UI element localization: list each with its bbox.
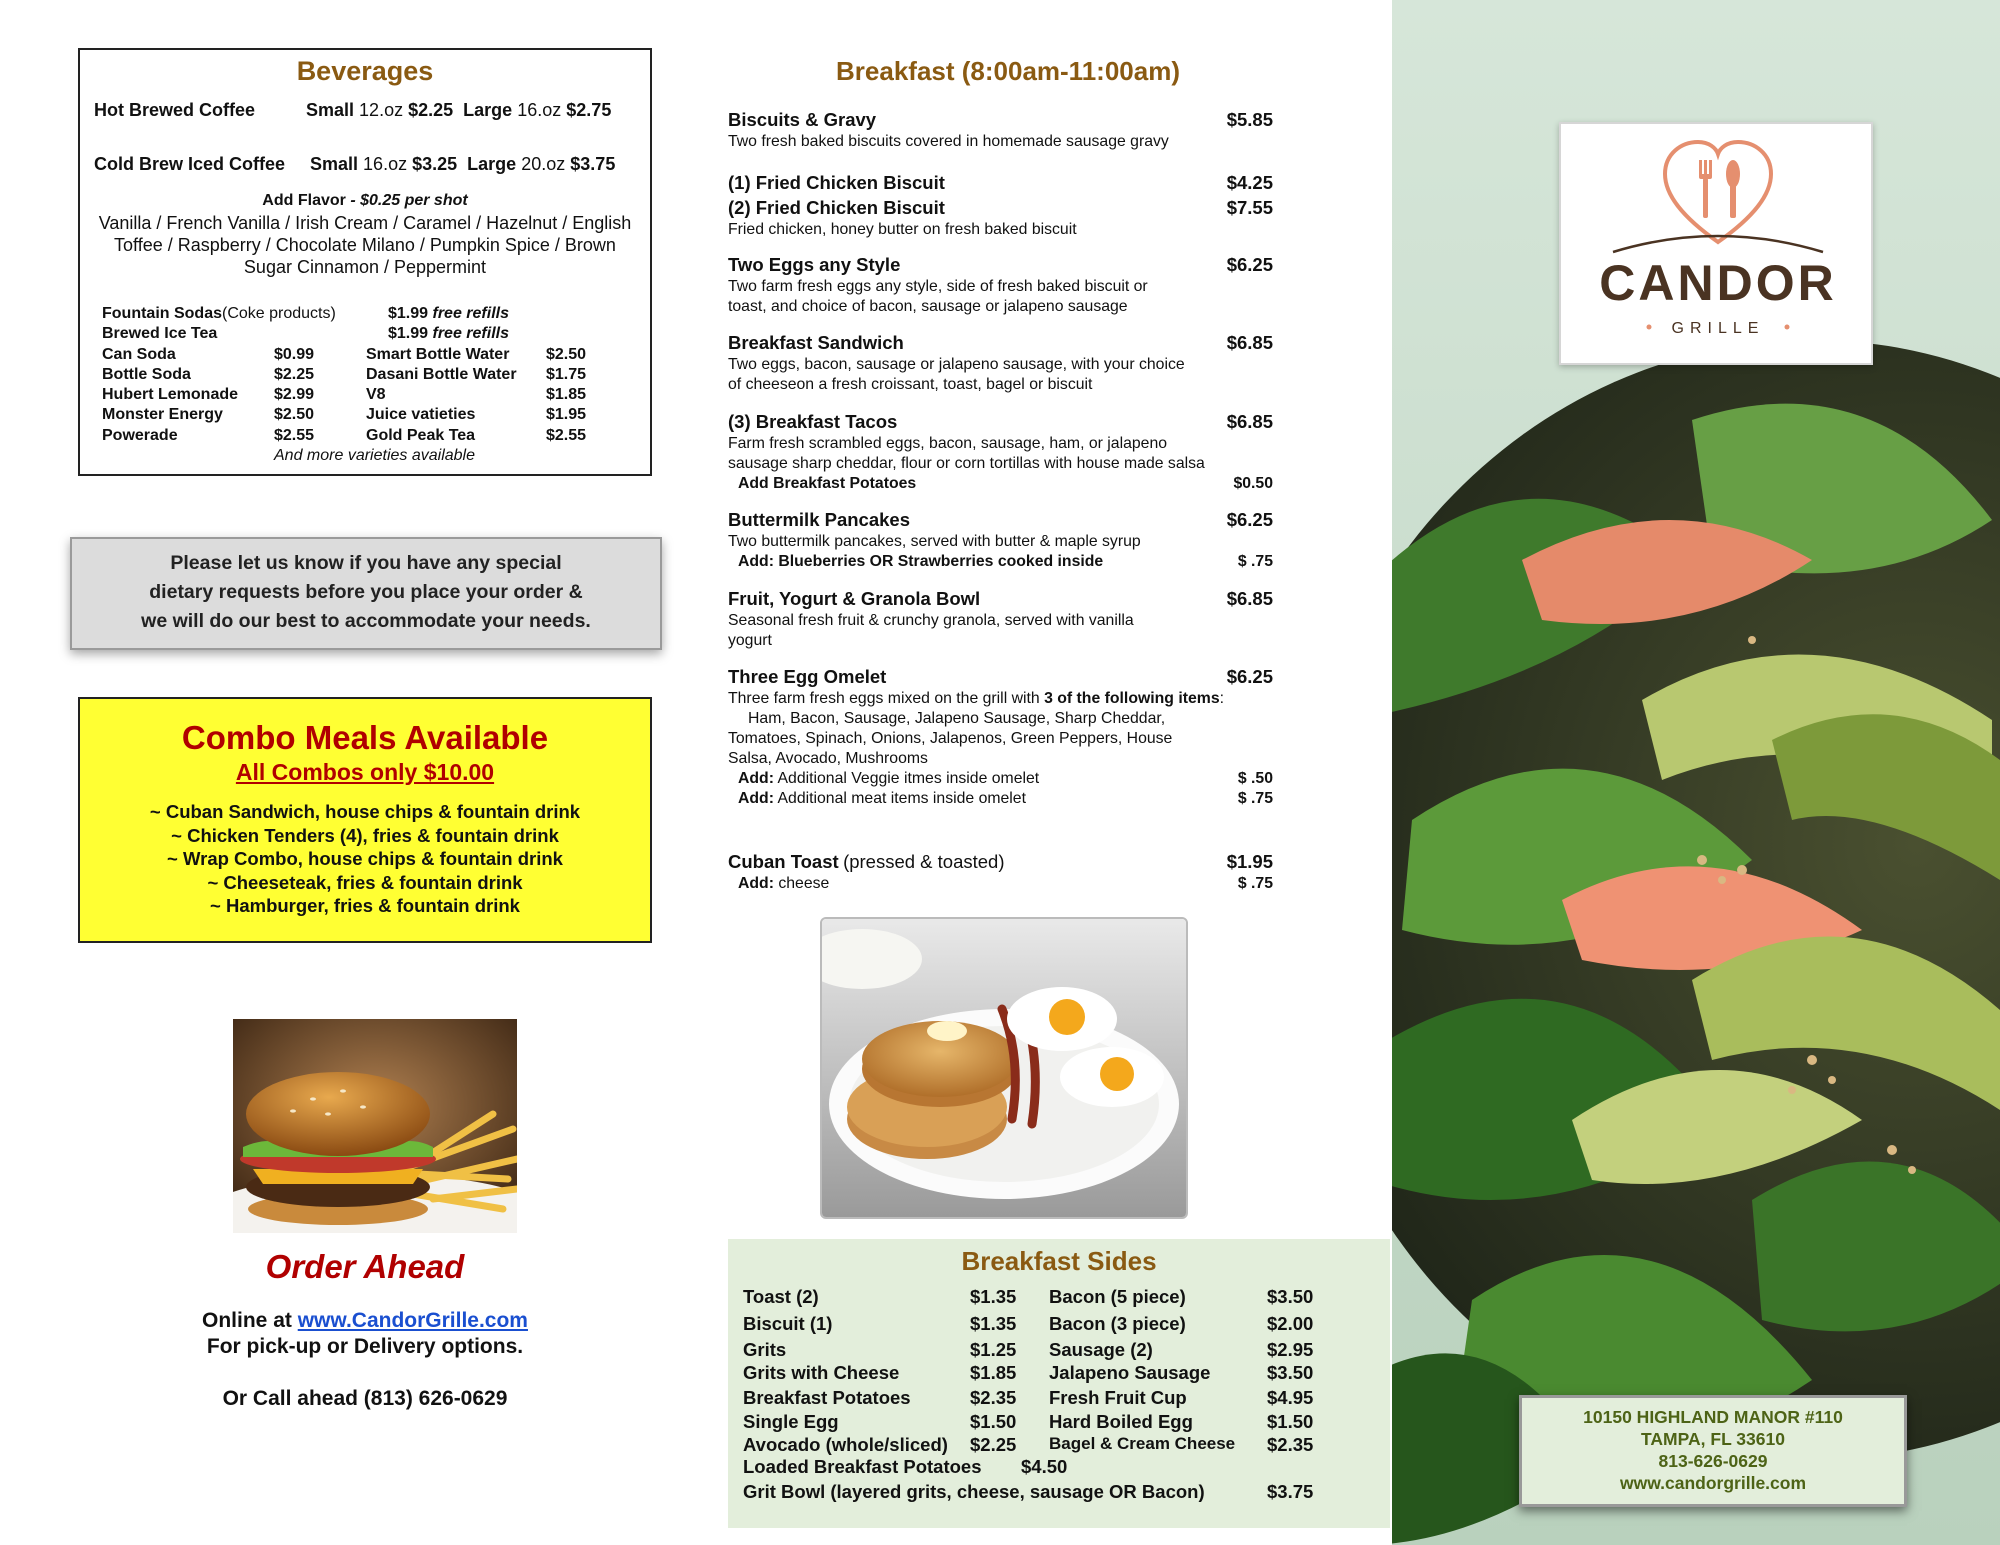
combo-item: ~ Cuban Sandwich, house chips & fountain drink xyxy=(149,801,581,822)
menu-item-pancakes: Buttermilk Pancakes $6.25 Two buttermilk pancakes, served with butter & maple syrup Add: Blueberries OR Strawberries cooked inside $ .75 xyxy=(728,509,1273,570)
cold-brew-line: Cold Brew Iced Coffee Small 16.oz $3.25 Large 20.oz $3.75 xyxy=(94,154,616,174)
menu-item-omelet: Three Egg Omelet $6.25 Three farm fresh eggs mixed on the grill with 3 of the following items: Ham, Bacon, Sausage, Jalapeno Sausage, Sharp Cheddar, Tomatoes, Spinach, Onions, Jalapenos, Green Peppers, House Salsa, Avocado, Mushrooms Add: Additional Veggie itmes inside omelet $ .50 Add: Additional meat items inside omelet $ .75 xyxy=(728,666,1273,807)
breakfast-title: Breakfast (8:00am-11:00am) xyxy=(836,56,1180,86)
menu-item-fried-chicken-biscuit: (1) Fried Chicken Biscuit $4.25 (2) Fried Chicken Biscuit $7.55 Fried chicken, honey butter on fresh baked biscuit xyxy=(728,172,1273,238)
call-ahead: Or Call ahead (813) 626-0629 xyxy=(222,1387,508,1410)
hot-coffee-large-price: $2.75 xyxy=(566,100,612,120)
address-line1: 10150 HIGHLAND MANOR #110 xyxy=(1583,1407,1843,1427)
add-flavor-heading: Add Flavor - $0.25 per shot xyxy=(262,192,468,209)
menu-item-two-eggs: Two Eggs any Style $6.25 Two farm fresh eggs any style, side of fresh baked biscuit or toast, and choice of bacon, sausage or jalapeno sausage xyxy=(728,254,1273,315)
address-box xyxy=(1519,1395,1907,1507)
beverages-box: Beverages Hot Brewed Coffee Small 12.oz $2.25 Large 16.oz $2.75 Cold Brew Iced Coffee Small 16.oz $3.25 Large 20.oz $3.75 Add Flavor - $0.25 per shot Vanilla / French Vanilla / Irish Cream / Caramel / Hazelnut / English Toffee / Raspberry / Chocolate Milano / Pumpkin Spice / Brown Sugar Cinnamon / Peppermint Fountain Sodas (Coke products) $1.99 free refills Brewed Ice Tea $1.99 free refills Can Soda $0.99 Smart Bottle Water $2.50 Bottle Soda $2.25 Dasani Bottle Water $1.75 Hubert Lemonade $2.99 V8 $1.85 Monster Energy $2.50 Juice vatieties $1.95 Powerade $2.55 Gold Peak Tea $2.55 And more varieties available xyxy=(78,48,652,476)
combo-item: ~ Cheeseteak, fries & fountain drink xyxy=(207,871,523,893)
logo-subtitle: GRILLE xyxy=(1671,320,1765,337)
cold-brew-small-price: $3.25 xyxy=(412,154,458,174)
cold-brew-large-price: $3.75 xyxy=(570,154,616,174)
menu-item-breakfast-sandwich: Breakfast Sandwich $6.85 Two eggs, bacon, sausage or jalapeno sausage, with your choice of cheeseon a fresh croissant, toast, bagel or biscuit xyxy=(728,332,1273,393)
combo-item: ~ Wrap Combo, house chips & fountain drink xyxy=(167,848,563,869)
menu-item-cuban-toast: Cuban Toast (pressed & toasted) $1.95 Add: cheese $ .75 xyxy=(728,851,1273,892)
phone-number: 813-626-0629 xyxy=(1658,1451,1768,1471)
pancake-photo xyxy=(820,917,1188,1219)
address-line2: TAMPA, FL 33610 xyxy=(1641,1429,1785,1449)
combo-item: ~ Chicken Tenders (4), fries & fountain drink xyxy=(171,824,559,846)
burger-photo xyxy=(233,1019,517,1233)
website-text: www.candorgrille.com xyxy=(1619,1473,1807,1493)
beverages-title: Beverages xyxy=(296,56,434,86)
order-ahead-title: Order Ahead xyxy=(265,1248,465,1285)
menu-item-breakfast-tacos: (3) Breakfast Tacos $6.85 Farm fresh scrambled eggs, bacon, sausage, ham, or jalapeno sausage sharp cheddar, flour or corn tortillas with house made salsa Add Breakfast Potatoes $0.50 xyxy=(728,411,1273,492)
hot-coffee-name: Hot Brewed Coffee xyxy=(94,100,256,120)
combo-list xyxy=(80,800,650,918)
combo-title: Combo Meals Available xyxy=(181,719,549,756)
menu-item-biscuits-gravy: Biscuits & Gravy $5.85 Two fresh baked biscuits covered in homemade sausage gravy xyxy=(728,109,1273,150)
menu-item-granola-bowl: Fruit, Yogurt & Granola Bowl $6.85 Seasonal fresh fruit & crunchy granola, served with vanilla yogurt xyxy=(728,588,1273,649)
breakfast-sides-box: Breakfast Sides Toast (2) $1.35 Bacon (5 piece) $3.50 Biscuit (1) $1.35 Bacon (3 piece) $2.00 Grits $1.25 Sausage (2) $2.95 Grits with Cheese $1.85 Jalapeno Sausage $3.50 Breakfast Potatoes $2.35 Fresh Fruit Cup $4.95 Single Egg $1.50 Hard Boiled Egg $1.50 Avocado (whole/sliced) $2.25 Bagel & Cream Cheese $2.35 Loaded Breakfast Potatoes $4.50 Grit Bowl (layered grits, cheese, sausage OR Bacon) $3.75 xyxy=(728,1239,1390,1528)
flavor-list: Vanilla / French Vanilla / Irish Cream / Caramel / Hazelnut / English Toffee / Raspberry / Chocolate Milano / Pumpkin Spice / Brown Sugar Cinnamon / Peppermint xyxy=(98,213,632,277)
hot-coffee-small-price: $2.25 xyxy=(408,100,454,120)
breakfast-sides-title: Breakfast Sides xyxy=(961,1246,1157,1276)
website-link[interactable]: www.CandorGrille.com xyxy=(297,1309,528,1332)
combo-subtitle: All Combos only $10.00 xyxy=(235,759,495,785)
hot-coffee-line: Hot Brewed Coffee Small 12.oz $2.25 Large 16.oz $2.75 xyxy=(94,100,612,120)
combo-box xyxy=(78,697,652,943)
order-ahead-text: Online at www.CandorGrille.com For pick-up or Delivery options. Or Call ahead (813) 626-0629 xyxy=(78,1308,652,1412)
logo-wordmark: CANDOR xyxy=(1599,255,1837,311)
combo-item: ~ Hamburger, fries & fountain drink xyxy=(210,895,520,916)
dietary-note: Please let us know if you have any special dietary requests before you place your order & we will do our best to accommodate your needs. xyxy=(70,537,662,650)
candor-logo-card xyxy=(1559,122,1873,365)
cold-brew-name: Cold Brew Iced Coffee xyxy=(94,154,286,174)
candor-logo xyxy=(1561,124,1871,363)
